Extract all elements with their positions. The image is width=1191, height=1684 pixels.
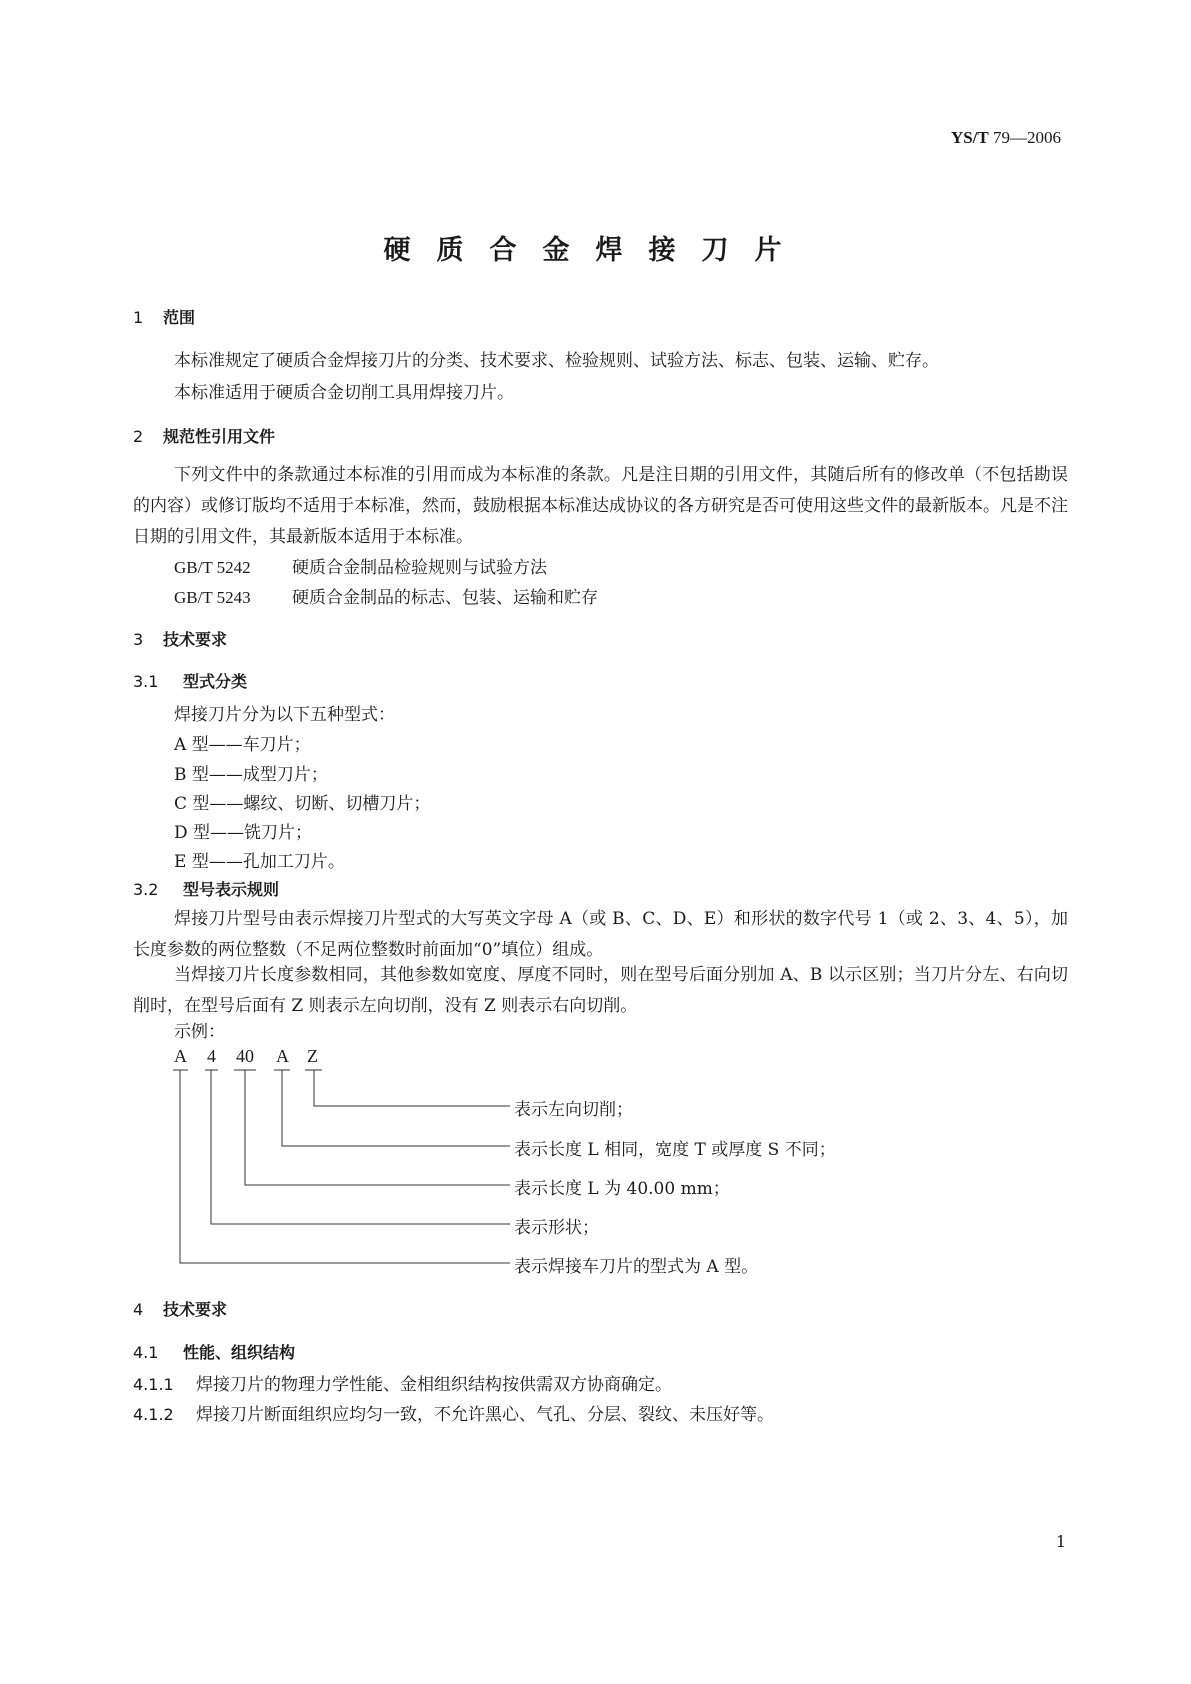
list-item: E 型——孔加工刀片。 [174,852,345,872]
example-part-variant: A [276,1046,289,1066]
example-label-shape: 表示形状； [514,1218,599,1238]
list-item: D 型——铣刀片； [174,823,313,843]
section-number: 3.1 [133,672,159,691]
clause-number: 4.1.2 [133,1405,174,1424]
page-number: 1 [1055,1532,1066,1551]
clause-text: 焊接刀片的物理力学性能、金相组织结构按供需双方协商确定。 [196,1375,672,1395]
reference-title: 硬质合金制品检验规则与试验方法 [292,558,547,578]
example-part-left: Z [307,1046,318,1066]
example-part-type: A [174,1046,187,1066]
document-title: 硬质合金焊接刀片 [383,235,808,266]
example-label-left-cut: 表示左向切削； [514,1100,633,1120]
reference-code: GB/T 5242 [174,558,251,577]
paragraph: 焊接刀片分为以下五种型式： [174,705,395,725]
paragraph: 下列文件中的条款通过本标准的引用而成为本标准的条款。凡是注日期的引用文件，其随后所有的修改单（不包括勘误的内容）或修订版均不适用于本标准，然而，鼓励根据本标准达成协议的各方研究是否可使用这些文件的最新版本。凡是不注日期的引用文件，其最新版本适用于本标准。 [133,465,1068,547]
section-title: 型号表示规则 [183,880,280,899]
example-part-shape: 4 [207,1046,216,1066]
paragraph: 本标准规定了硬质合金焊接刀片的分类、技术要求、检验规则、试验方法、标志、包装、运输、贮存。 [174,351,939,371]
clause-4-1-2 [133,1400,774,1425]
section-number: 2 [133,427,144,446]
section-number: 1 [133,308,144,327]
clause-number: 4.1.1 [133,1375,174,1394]
clause-4-1-1 [133,1370,672,1395]
standard-prefix: YS/T [950,128,989,147]
example-part-length: 40 [236,1046,254,1066]
example-label-variant: 表示长度 L 相同，宽度 T 或厚度 S 不同； [514,1140,836,1160]
section-title: 规范性引用文件 [163,427,276,446]
clause-text: 焊接刀片断面组织应均匀一致，不允许黑心、气孔、分层、裂纹、未压好等。 [196,1405,774,1425]
paragraph: 本标准适用于硬质合金切削工具用焊接刀片。 [174,383,514,403]
reference-code: GB/T 5243 [174,588,251,607]
section-number: 3 [133,630,144,649]
section-4-heading [133,1297,227,1320]
example-label-length: 表示长度 L 为 40.00 mm； [514,1179,730,1199]
section-number: 4.1 [133,1343,159,1362]
list-item: A 型——车刀片； [174,735,311,755]
reference-title: 硬质合金制品的标志、包装、运输和贮存 [292,588,598,608]
section-number: 3.2 [133,880,159,899]
paragraph: 焊接刀片型号由表示焊接刀片型式的大写英文字母 A（或 B、C、D、E）和形状的数字代号 1（或 2、3、4、5），加长度参数的两位整数（不足两位整数时前面加“0”填位）组成。 [133,909,1068,960]
list-item: B 型——成型刀片； [174,765,328,785]
subsection-4-1-heading [133,1340,295,1363]
section-title: 技术要求 [163,1300,228,1319]
example-label-type: 表示焊接车刀片的型式为 A 型。 [514,1257,759,1277]
section-number: 4 [133,1300,144,1319]
section-title: 技术要求 [163,630,228,649]
list-item: C 型——螺纹、切断、切槽刀片； [174,794,431,814]
paragraph: 当焊接刀片长度参数相同，其他参数如宽度、厚度不同时，则在型号后面分别加 A、B 以示区别；当刀片分左、右向切削时，在型号后面有 Z 则表示左向切削，没有 Z 则表示右向切削。 [133,965,1068,1016]
section-title: 范围 [163,308,196,327]
section-title: 型式分类 [183,672,248,691]
example-label: 示例： [174,1022,225,1042]
section-title: 性能、组织结构 [183,1343,296,1362]
standard-code: 79—2006 [993,128,1061,147]
